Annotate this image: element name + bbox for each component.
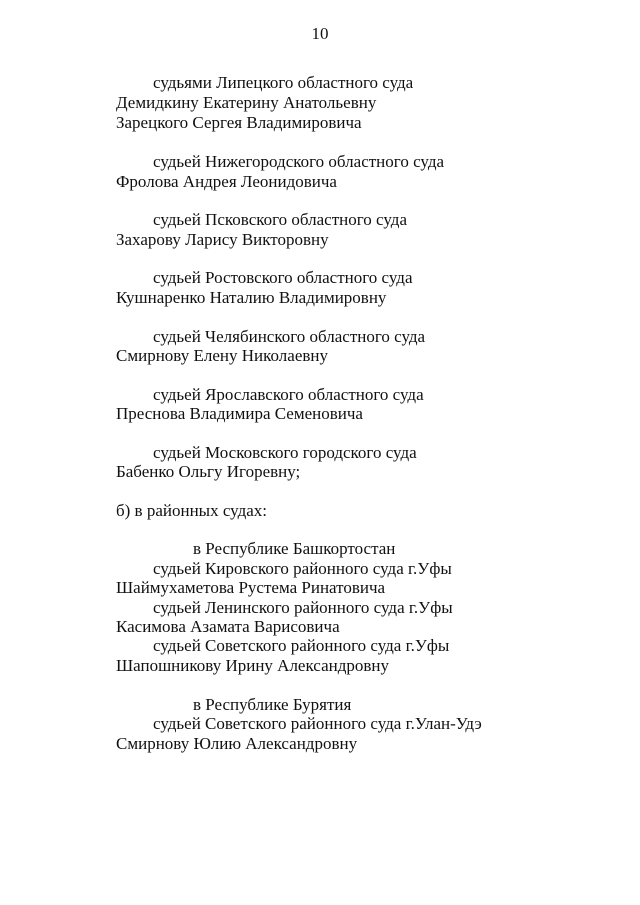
page-number: 10 [311, 24, 329, 43]
judge-name: Фролова Андрея Леонидовича [116, 172, 337, 191]
judge-name: Шапошникову Ирину Александровну [116, 656, 389, 675]
court-heading-yaroslavl: судьей Ярославского областного суда [153, 385, 424, 404]
judge-name: Бабенко Ольгу Игоревну; [116, 462, 301, 481]
judge-name: Демидкину Екатерину Анатольевну [116, 93, 377, 112]
judge-name: Преснова Владимира Семеновича [116, 404, 363, 423]
district-court-heading: судьей Советского районного суда г.Уфы [153, 636, 450, 655]
court-heading-rostov: судьей Ростовского областного суда [153, 268, 413, 287]
court-heading-chelyabinsk: судьей Челябинского областного суда [153, 327, 426, 346]
region-heading-buryatia: в Республике Бурятия [193, 695, 352, 714]
judge-name: Захарову Ларису Викторовну [116, 230, 329, 249]
court-heading-lipetsk: судьями Липецкого областного суда [153, 73, 414, 92]
judge-name: Смирнову Юлию Александровну [116, 734, 358, 753]
court-heading-nizhny: судьей Нижегородского областного суда [153, 152, 445, 171]
district-court-heading: судьей Ленинского районного суда г.Уфы [153, 598, 453, 617]
court-heading-moscow: судьей Московского городского суда [153, 443, 417, 462]
judge-name: Касимова Азамата Варисовича [116, 617, 340, 636]
district-court-heading: судьей Кировского районного суда г.Уфы [153, 559, 452, 578]
judge-name: Смирнову Елену Николаевну [116, 346, 328, 365]
region-heading-bashkortostan: в Республике Башкортостан [193, 539, 396, 558]
judge-name: Кушнаренко Наталию Владимировну [116, 288, 387, 307]
judge-name: Зарецкого Сергея Владимировича [116, 113, 362, 132]
judge-name: Шаймухаметова Рустема Ринатовича [116, 578, 386, 597]
district-court-heading: судьей Советского районного суда г.Улан-Удэ [153, 714, 482, 733]
section-b-heading: б) в районных судах: [116, 501, 268, 520]
court-heading-pskov: судьей Псковского областного суда [153, 210, 408, 229]
